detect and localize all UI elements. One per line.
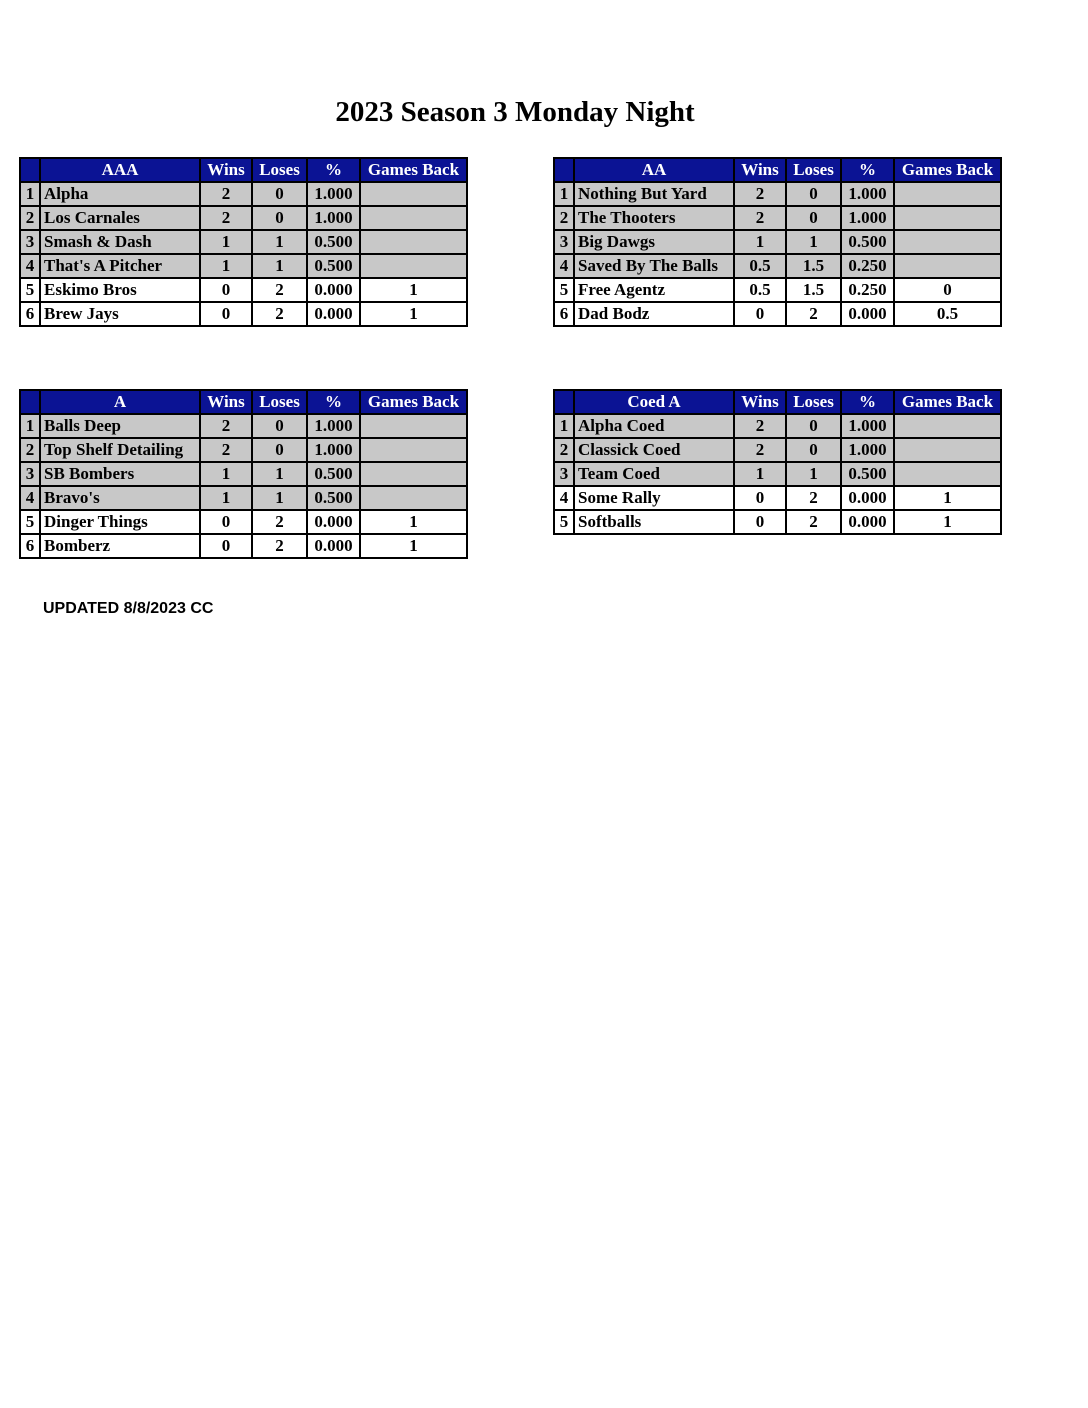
games-back-cell (360, 486, 467, 510)
pct-cell: 0.000 (841, 510, 894, 534)
games-back-cell (894, 206, 1001, 230)
team-cell: Top Shelf Detailing (40, 438, 200, 462)
team-cell: Nothing But Yard (574, 182, 734, 206)
loses-cell: 0 (252, 182, 307, 206)
games-back-cell (894, 438, 1001, 462)
games-back-cell (894, 230, 1001, 254)
standings-table-aa (553, 157, 1002, 327)
rank-header (20, 158, 40, 182)
table-row (554, 438, 1001, 462)
loses-header: Loses (252, 158, 307, 182)
table-row (20, 254, 467, 278)
rank-cell: 6 (20, 302, 40, 326)
games-back-cell (360, 182, 467, 206)
loses-header: Loses (786, 390, 841, 414)
rank-cell: 3 (20, 462, 40, 486)
games-back-header: Games Back (894, 390, 1001, 414)
games-back-cell: 1 (360, 510, 467, 534)
loses-cell: 1 (786, 462, 841, 486)
games-back-cell: 1 (894, 510, 1001, 534)
table-row (554, 510, 1001, 534)
division-name: Coed A (574, 390, 734, 414)
loses-cell: 2 (252, 534, 307, 558)
loses-cell: 0 (786, 438, 841, 462)
pct-cell: 1.000 (841, 438, 894, 462)
loses-cell: 2 (252, 510, 307, 534)
team-cell: Los Carnales (40, 206, 200, 230)
team-cell: Alpha Coed (574, 414, 734, 438)
table-row (20, 182, 467, 206)
loses-cell: 1 (786, 230, 841, 254)
pct-cell: 0.500 (307, 486, 360, 510)
wins-cell: 0 (200, 302, 252, 326)
games-back-header: Games Back (894, 158, 1001, 182)
pct-cell: 1.000 (841, 182, 894, 206)
wins-header: Wins (200, 158, 252, 182)
wins-cell: 1 (200, 486, 252, 510)
wins-cell: 0 (734, 486, 786, 510)
rank-cell: 5 (554, 510, 574, 534)
games-back-cell (360, 462, 467, 486)
table-row (554, 414, 1001, 438)
table-row (554, 486, 1001, 510)
team-cell: Team Coed (574, 462, 734, 486)
team-cell: That's A Pitcher (40, 254, 200, 278)
pct-cell: 1.000 (841, 414, 894, 438)
loses-cell: 1 (252, 462, 307, 486)
rank-cell: 1 (20, 182, 40, 206)
table-row (20, 278, 467, 302)
wins-cell: 0 (734, 510, 786, 534)
team-cell: The Thooters (574, 206, 734, 230)
games-back-cell (360, 254, 467, 278)
wins-cell: 2 (200, 438, 252, 462)
loses-cell: 2 (252, 278, 307, 302)
rank-cell: 4 (554, 486, 574, 510)
rank-cell: 1 (554, 414, 574, 438)
table-header (20, 158, 467, 182)
pct-cell: 0.000 (841, 302, 894, 326)
table-row (554, 254, 1001, 278)
division-name: AAA (40, 158, 200, 182)
pct-cell: 1.000 (307, 438, 360, 462)
table-row (554, 302, 1001, 326)
wins-cell: 1 (734, 462, 786, 486)
team-cell: SB Bombers (40, 462, 200, 486)
pct-header: % (307, 158, 360, 182)
loses-cell: 0 (786, 182, 841, 206)
wins-cell: 1 (734, 230, 786, 254)
rank-cell: 4 (20, 254, 40, 278)
games-back-cell (360, 414, 467, 438)
pct-header: % (841, 390, 894, 414)
rank-cell: 6 (554, 302, 574, 326)
loses-cell: 1 (252, 254, 307, 278)
rank-header (554, 158, 574, 182)
division-name: A (40, 390, 200, 414)
table-row (20, 230, 467, 254)
rank-cell: 5 (20, 510, 40, 534)
rank-cell: 1 (20, 414, 40, 438)
team-cell: Big Dawgs (574, 230, 734, 254)
table-row (20, 302, 467, 326)
games-back-cell: 0 (894, 278, 1001, 302)
rank-cell: 5 (20, 278, 40, 302)
pct-cell: 0.000 (841, 486, 894, 510)
games-back-cell: 1 (360, 302, 467, 326)
rank-cell: 4 (20, 486, 40, 510)
loses-cell: 0 (786, 414, 841, 438)
pct-cell: 1.000 (841, 206, 894, 230)
wins-cell: 1 (200, 462, 252, 486)
pct-cell: 1.000 (307, 182, 360, 206)
team-cell: Bravo's (40, 486, 200, 510)
pct-header: % (841, 158, 894, 182)
pct-cell: 0.500 (307, 230, 360, 254)
loses-cell: 2 (786, 302, 841, 326)
loses-cell: 2 (252, 302, 307, 326)
team-cell: Smash & Dash (40, 230, 200, 254)
table-row (554, 278, 1001, 302)
standings-table-a (19, 389, 468, 559)
games-back-header: Games Back (360, 158, 467, 182)
wins-cell: 0.5 (734, 278, 786, 302)
loses-cell: 1 (252, 486, 307, 510)
pct-cell: 0.000 (307, 278, 360, 302)
wins-cell: 0.5 (734, 254, 786, 278)
wins-cell: 0 (200, 534, 252, 558)
pct-cell: 0.000 (307, 534, 360, 558)
pct-cell: 0.250 (841, 278, 894, 302)
wins-header: Wins (200, 390, 252, 414)
loses-cell: 1.5 (786, 254, 841, 278)
team-cell: Bomberz (40, 534, 200, 558)
standings-table-coed-a (553, 389, 1002, 535)
team-cell: Classick Coed (574, 438, 734, 462)
rank-cell: 2 (20, 206, 40, 230)
team-cell: Brew Jays (40, 302, 200, 326)
rank-cell: 6 (20, 534, 40, 558)
wins-cell: 2 (200, 206, 252, 230)
wins-header: Wins (734, 158, 786, 182)
wins-cell: 2 (734, 438, 786, 462)
games-back-cell (894, 254, 1001, 278)
loses-cell: 0 (252, 206, 307, 230)
wins-cell: 2 (200, 182, 252, 206)
standings-table-aaa (19, 157, 468, 327)
wins-cell: 2 (200, 414, 252, 438)
table-header (554, 158, 1001, 182)
rank-cell: 2 (20, 438, 40, 462)
team-cell: Softballs (574, 510, 734, 534)
team-cell: Dinger Things (40, 510, 200, 534)
wins-cell: 0 (200, 278, 252, 302)
team-cell: Free Agentz (574, 278, 734, 302)
table-row (554, 206, 1001, 230)
table-row (554, 182, 1001, 206)
loses-cell: 1.5 (786, 278, 841, 302)
games-back-cell (894, 414, 1001, 438)
table-row (20, 206, 467, 230)
pct-cell: 0.000 (307, 302, 360, 326)
rank-cell: 4 (554, 254, 574, 278)
table-row (20, 486, 467, 510)
pct-cell: 1.000 (307, 414, 360, 438)
team-cell: Balls Deep (40, 414, 200, 438)
games-back-cell (360, 206, 467, 230)
pct-cell: 1.000 (307, 206, 360, 230)
pct-cell: 0.500 (307, 462, 360, 486)
pct-cell: 0.500 (307, 254, 360, 278)
pct-cell: 0.250 (841, 254, 894, 278)
games-back-cell: 0.5 (894, 302, 1001, 326)
wins-cell: 1 (200, 254, 252, 278)
games-back-cell (360, 230, 467, 254)
games-back-cell (894, 182, 1001, 206)
pct-cell: 0.000 (307, 510, 360, 534)
loses-cell: 2 (786, 486, 841, 510)
rank-cell: 3 (20, 230, 40, 254)
loses-header: Loses (786, 158, 841, 182)
table-row (20, 534, 467, 558)
table-row (20, 438, 467, 462)
loses-header: Loses (252, 390, 307, 414)
wins-cell: 0 (734, 302, 786, 326)
division-name: AA (574, 158, 734, 182)
games-back-cell: 1 (894, 486, 1001, 510)
updated-note: UPDATED 8/8/2023 CC (43, 600, 214, 617)
team-cell: Dad Bodz (574, 302, 734, 326)
loses-cell: 0 (786, 206, 841, 230)
team-cell: Saved By The Balls (574, 254, 734, 278)
loses-cell: 2 (786, 510, 841, 534)
pct-cell: 0.500 (841, 230, 894, 254)
wins-cell: 2 (734, 206, 786, 230)
rank-cell: 1 (554, 182, 574, 206)
team-cell: Alpha (40, 182, 200, 206)
rank-cell: 2 (554, 438, 574, 462)
wins-cell: 2 (734, 414, 786, 438)
table-row (20, 510, 467, 534)
table-header (554, 390, 1001, 414)
pct-header: % (307, 390, 360, 414)
rank-cell: 3 (554, 462, 574, 486)
games-back-cell: 1 (360, 278, 467, 302)
games-back-cell (894, 462, 1001, 486)
rank-cell: 2 (554, 206, 574, 230)
table-row (554, 230, 1001, 254)
games-back-header: Games Back (360, 390, 467, 414)
team-cell: Some Rally (574, 486, 734, 510)
games-back-cell (360, 438, 467, 462)
loses-cell: 0 (252, 438, 307, 462)
table-row (20, 462, 467, 486)
rank-header (20, 390, 40, 414)
loses-cell: 0 (252, 414, 307, 438)
page-title: 2023 Season 3 Monday Night (335, 96, 695, 128)
wins-cell: 0 (200, 510, 252, 534)
games-back-cell: 1 (360, 534, 467, 558)
table-row (554, 462, 1001, 486)
team-cell: Eskimo Bros (40, 278, 200, 302)
rank-header (554, 390, 574, 414)
wins-cell: 1 (200, 230, 252, 254)
table-row (20, 414, 467, 438)
pct-cell: 0.500 (841, 462, 894, 486)
wins-cell: 2 (734, 182, 786, 206)
loses-cell: 1 (252, 230, 307, 254)
table-header (20, 390, 467, 414)
rank-cell: 3 (554, 230, 574, 254)
wins-header: Wins (734, 390, 786, 414)
rank-cell: 5 (554, 278, 574, 302)
